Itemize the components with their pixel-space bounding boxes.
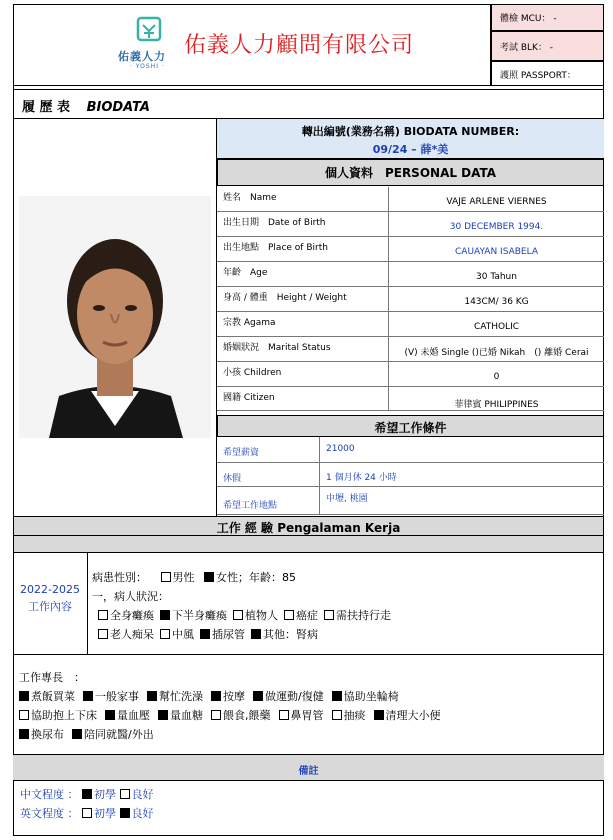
personal-row [217, 362, 604, 387]
skill-label: 量血壓 [117, 709, 150, 722]
wish-row [217, 437, 604, 463]
skill-checkbox [332, 710, 342, 720]
wish-row-value: 1 個月休 24 小時 [326, 473, 397, 483]
english-good-checkbox [120, 808, 130, 818]
condition-checkbox [160, 629, 170, 639]
personal-row-label: 小孩 Children [217, 362, 389, 386]
company-name: 佑義人力顧問有限公司 [184, 33, 415, 58]
skill-label: 幫忙洗澡 [159, 690, 203, 703]
condition-checkbox [160, 610, 170, 620]
condition-label: 植物人 [245, 609, 278, 622]
skill-label: 量血糖 [170, 709, 203, 722]
skills-row-2 [19, 707, 441, 723]
wish-row [217, 487, 604, 515]
skill-checkbox [253, 691, 263, 701]
skill-checkbox [72, 729, 82, 739]
wish-row-label: 希望薪資 [217, 437, 320, 462]
chinese-beginner-label: 初學 [94, 788, 116, 801]
female-checkbox [204, 572, 214, 582]
skill-checkbox [211, 710, 221, 720]
personal-row-value: (V) 未婚 Single ()已婚 Nikah () 離婚 Cerai [404, 348, 589, 358]
skill-checkbox [19, 710, 29, 720]
wish-table [217, 437, 604, 515]
skill-label: 餵食,餵藥 [223, 709, 271, 722]
applicant-photo [19, 196, 211, 438]
condition-label: 老人痴呆 [110, 628, 154, 641]
chinese-beginner-checkbox [82, 789, 92, 799]
skills-row-3 [19, 726, 154, 742]
skill-label: 換尿布 [31, 728, 64, 741]
skill-label: 鼻胃管 [290, 709, 324, 722]
condition-label: 癌症 [296, 609, 318, 622]
skills-row-1 [19, 688, 399, 704]
condition-label: 其他：腎病 [263, 628, 318, 641]
wish-row-label: 希望工作地點 [217, 487, 320, 514]
condition-row-1 [98, 607, 391, 623]
skills-label: 工作專長 ： [19, 671, 85, 684]
skill-label: 一般家事 [95, 690, 139, 703]
period-cell [13, 553, 88, 655]
condition-label: 需扶持行走 [336, 609, 391, 622]
personal-data-heading: 個人資料 PERSONAL DATA [217, 159, 604, 186]
personal-row [217, 387, 604, 411]
personal-row-label: 宗教 Agama [217, 312, 389, 336]
biodata-number-value: 09/24 – 薛*美 [372, 143, 449, 156]
skill-checkbox [374, 710, 384, 720]
skill-checkbox [19, 729, 29, 739]
personal-row-label: 姓名 Name [217, 187, 389, 211]
personal-row-value: 0 [493, 372, 500, 382]
blk-field: 考試 BLK： - [491, 31, 604, 61]
biodata-number-box [217, 119, 604, 159]
skill-checkbox [105, 710, 115, 720]
personal-row [217, 237, 604, 262]
skill-label: 清理大小便 [385, 709, 441, 722]
remarks-heading-text: 備註 [298, 766, 319, 777]
personal-row-value: 143CM/ 36 KG [464, 297, 529, 307]
condition-checkbox [284, 610, 294, 620]
condition-label: 全身癱瘓 [110, 609, 154, 622]
chinese-good-label: 良好 [131, 788, 154, 801]
experience-heading-cn: 工作 經 驗 [216, 521, 274, 535]
skill-checkbox [279, 710, 289, 720]
english-good-label: 良好 [131, 807, 154, 820]
passport-field: 護照 PASSPORT： [491, 61, 604, 86]
condition-checkbox [98, 610, 108, 620]
personal-row-value: VAJE ARLENE VIERNES [446, 197, 547, 207]
skill-checkbox [83, 691, 93, 701]
wish-row-value: 中壢, 桃園 [326, 494, 368, 504]
personal-row [217, 262, 604, 287]
period-years: 2022-2025 [20, 583, 80, 596]
skill-label: 陪同就醫/外出 [84, 728, 154, 741]
condition-checkbox [251, 629, 261, 639]
condition-row-2 [98, 626, 318, 642]
condition-label: 一，病人狀況： [92, 590, 169, 603]
english-beginner-checkbox [82, 808, 92, 818]
condition-checkbox [233, 610, 243, 620]
skill-checkbox [332, 691, 342, 701]
experience-spacer [13, 536, 604, 553]
personal-row-label: 國籍 Citizen [217, 387, 389, 410]
chinese-good-checkbox [120, 789, 130, 799]
mcu-field: 體檢 MCU： - [491, 4, 604, 31]
skill-label: 做運動/復健 [265, 690, 324, 703]
personal-row [217, 312, 604, 337]
personal-row-label: 身高 / 體重 Height / Weight [217, 287, 389, 311]
experience-heading [13, 516, 604, 536]
skill-label: 協助坐輪椅 [343, 690, 399, 703]
male-label: 男性 [172, 571, 195, 584]
male-checkbox [161, 572, 171, 582]
female-label: 女性 [216, 571, 238, 584]
personal-row-label: 婚姻狀況 Marital Status [217, 337, 389, 361]
personal-row [217, 187, 604, 212]
chinese-level-label: 中文程度 ： [20, 788, 79, 801]
english-level [20, 805, 154, 821]
experience-heading-id: Pengalaman Kerja [277, 521, 401, 535]
condition-checkbox [200, 629, 210, 639]
gender-label: 病患性別： [92, 571, 147, 584]
personal-row [217, 212, 604, 237]
page-title [13, 89, 604, 119]
title-en: BIODATA [86, 100, 150, 115]
personal-row-value: 30 Tahun [476, 272, 517, 282]
title-cn: 履 歷 表 [22, 100, 71, 115]
personal-row-label: 年齡 Age [217, 262, 389, 286]
condition-label: 中風 [172, 628, 194, 641]
skill-label: 抽痰 [343, 709, 366, 722]
personal-row-label: 出生日期 Date of Birth [217, 212, 389, 236]
skills-section [13, 655, 604, 755]
wish-row [217, 463, 604, 487]
condition-label: 插尿管 [212, 628, 245, 641]
experience-content [88, 553, 604, 655]
wish-row-value: 21000 [326, 444, 355, 454]
english-level-label: 英文程度 ： [20, 807, 79, 820]
personal-row [217, 287, 604, 312]
skill-checkbox [147, 691, 157, 701]
biodata-number-label: 轉出編號(業務名稱) BIODATA NUMBER: [301, 125, 520, 138]
logo-text-en: · YOSHI · [130, 63, 165, 70]
wish-row-label: 休假 [217, 463, 320, 486]
logo-text-cn: 佑義人力 [118, 50, 166, 63]
personal-row-value: CATHOLIC [473, 322, 520, 332]
personal-data-table [217, 187, 604, 411]
skill-checkbox [211, 691, 221, 701]
personal-row-label: 出生地點 Place of Birth [217, 237, 389, 261]
patient-age: ；年齡：85 [238, 571, 296, 584]
english-beginner-label: 初學 [94, 807, 116, 820]
skill-checkbox [19, 691, 29, 701]
wish-heading: 希望工作條件 [217, 415, 604, 437]
skill-label: 協助抱上下床 [31, 709, 97, 722]
chinese-level [20, 786, 154, 802]
skill-label: 按摩 [223, 690, 245, 703]
personal-row [217, 337, 604, 362]
condition-label: 下半身癱瘓 [172, 609, 227, 622]
skill-checkbox [158, 710, 168, 720]
personal-row-value: 菲律賓 PHILIPPINES [454, 400, 539, 410]
personal-row-value: CAUAYAN ISABELA [455, 247, 538, 257]
patient-gender-line [92, 569, 296, 585]
remarks-heading [13, 755, 604, 781]
condition-checkbox [324, 610, 334, 620]
personal-row-value: 30 DECEMBER 1994. [449, 222, 544, 232]
condition-checkbox [98, 629, 108, 639]
period-label: 工作內容 [28, 600, 72, 613]
skill-label: 煮飯買菜 [31, 690, 75, 703]
